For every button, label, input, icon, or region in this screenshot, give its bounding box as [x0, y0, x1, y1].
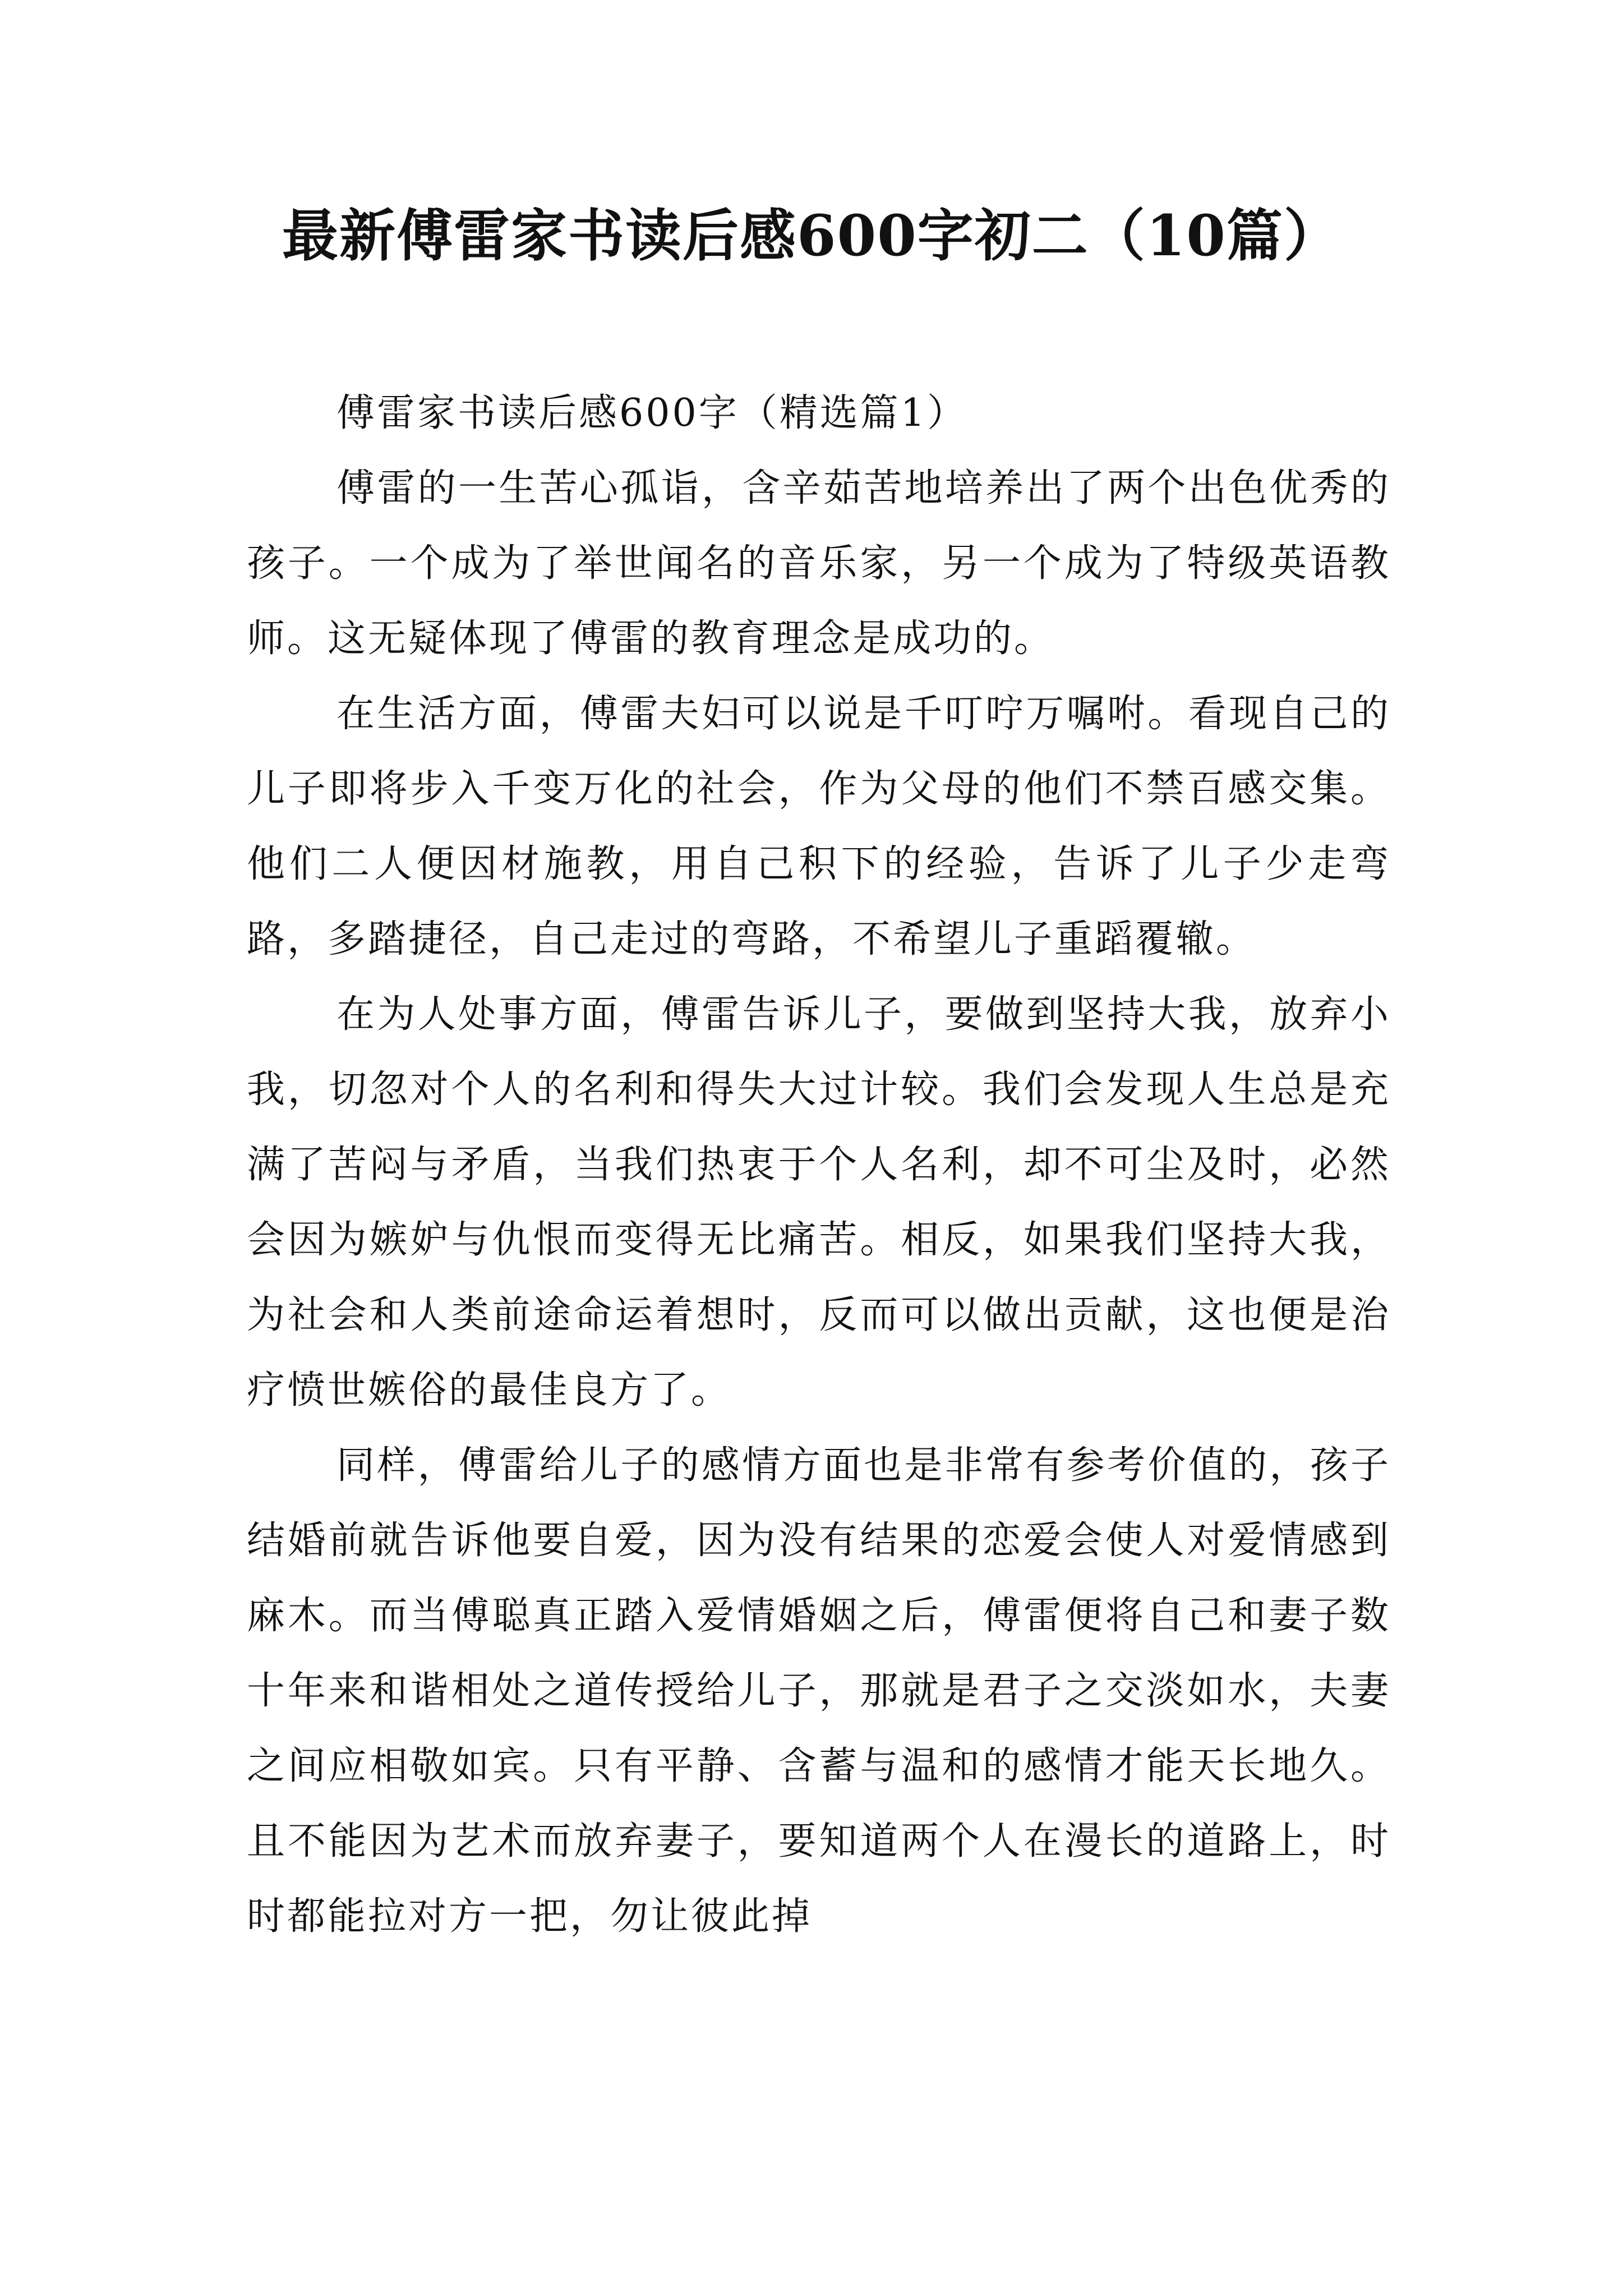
paragraph-3: 在为人处事方面，傅雷告诉儿子，要做到坚持大我，放弃小我，切忽对个人的名利和得失大过计较。我们会发现人生总是充满了苦闷与矛盾，当我们热衷于个人名利，却不可尘及时，必然会因为嫉妒与仇恨而变得无比痛苦。相反，如果我们坚持大我，为社会和人类前途命运着想时，反而可以做出贡献，这也便是治疗愤世嫉俗的最佳良方了。 [247, 992, 1391, 1412]
document-body [247, 376, 1391, 1954]
section-heading: 傅雷家书读后感600字（精选篇1） [336, 391, 968, 435]
paragraph-4: 同样，傅雷给儿子的感情方面也是非常有参考价值的，孩子结婚前就告诉他要自爱，因为没有结果的恋爱会使人对爱情感到麻木。而当傅聪真正踏入爱情婚姻之后，傅雷便将自己和妻子数十年来和谐相处之道传授给儿子，那就是君子之交淡如水，夫妻之间应相敬如宾。只有平静、含蓄与温和的感情才能天长地久。且不能因为艺术而放弃妻子，要知道两个人在漫长的道路上，时时都能拉对方一把，勿让彼此掉 [247, 1443, 1391, 1939]
paragraph-2: 在生活方面，傅雷夫妇可以说是千叮咛万嘱咐。看现自己的儿子即将步入千变万化的社会，作为父母的他们不禁百感交集。他们二人便因材施教，用自己积下的经验，告诉了儿子少走弯路，多踏捷径，自己走过的弯路，不希望儿子重蹈覆辙。 [247, 692, 1391, 961]
document-title: 最新傅雷家书读后感600字初二（10篇） [282, 203, 1341, 269]
paragraph-1: 傅雷的一生苦心孤诣，含辛茹苦地培养出了两个出色优秀的孩子。一个成为了举世闻名的音乐家，另一个成为了特级英语教师。这无疑体现了傅雷的教育理念是成功的。 [247, 466, 1391, 661]
